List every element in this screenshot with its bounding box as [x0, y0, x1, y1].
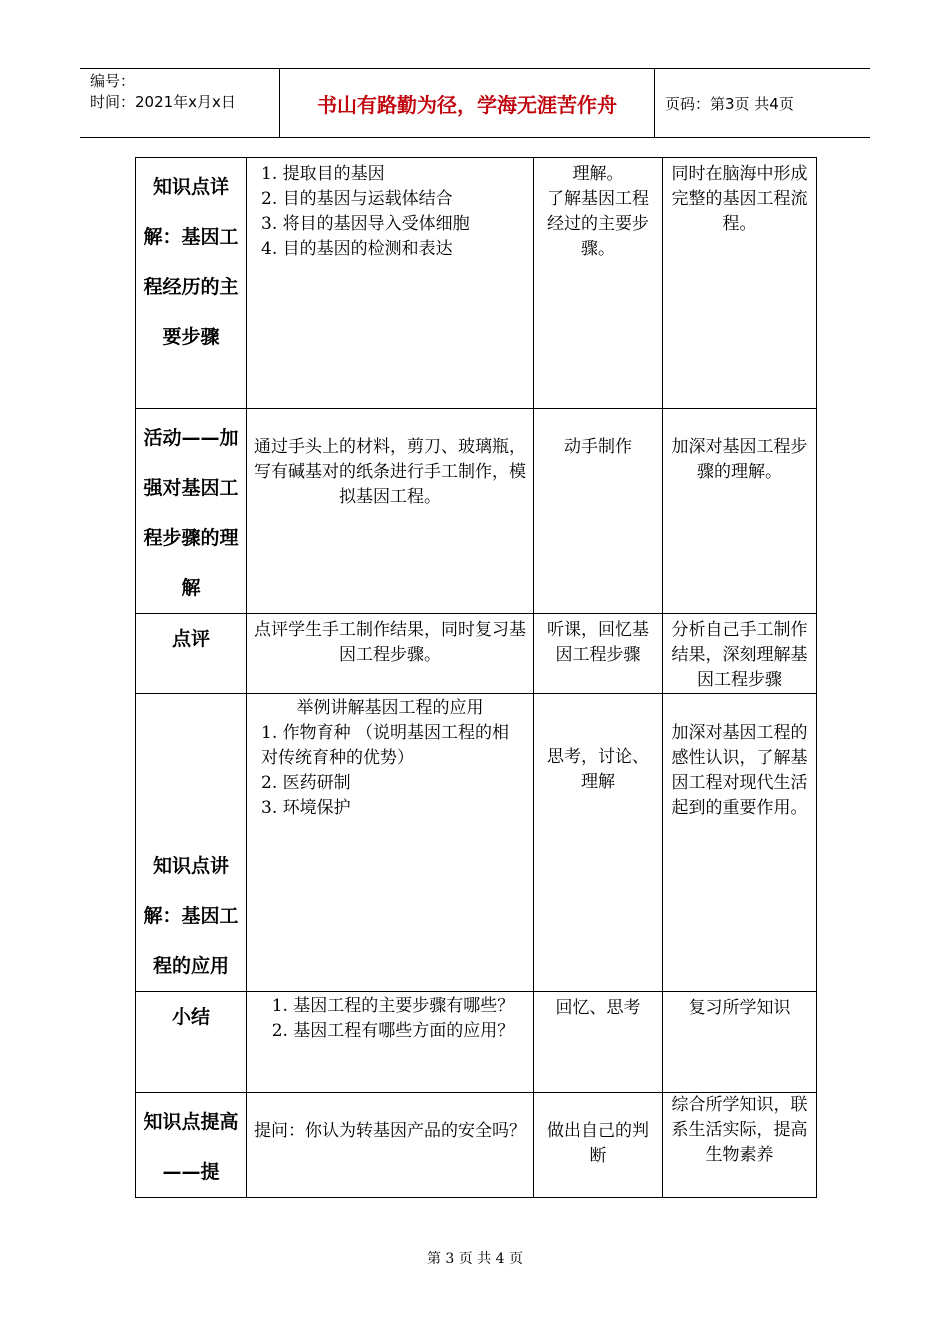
student-cell: 思考，讨论、理解: [534, 694, 663, 992]
list-item: 4. 目的基因的检测和表达: [261, 239, 453, 259]
purpose-cell: 加深对基因工程步骤的理解。: [663, 409, 817, 614]
content-cell: [247, 158, 534, 409]
student-cell: 理解。 了解基因工程经过的主要步骤。: [534, 158, 663, 409]
content-cell: 提问：你认为转基因产品的安全吗？: [247, 1093, 534, 1198]
stage-cell: 点评: [136, 614, 247, 694]
table-row: [136, 1093, 817, 1198]
table-row: [136, 992, 817, 1093]
purpose-cell: 加深对基因工程的感性认识，了解基因工程对现代生活起到的重要作用。: [663, 694, 817, 992]
purpose-cell: 分析自己手工制作结果，深刻理解基因工程步骤: [663, 614, 817, 694]
stage-cell: 知识点详解：基因工程经历的主要步骤: [136, 158, 247, 409]
time-label: 时间：2021年x月x日: [90, 93, 236, 111]
page-footer: 第 3 页 共 4 页: [426, 1251, 524, 1267]
code-label: 编号：: [90, 72, 136, 90]
stage-cell: 知识点提高——提: [136, 1093, 247, 1198]
list-item: 2. 医药研制: [261, 773, 351, 793]
header-motto: 书山有路勤为径，学海无涯苦作舟: [280, 69, 655, 137]
summary-list: [247, 992, 533, 1044]
content-cell: 举例讲解基因工程的应用 1. 作物育种 （说明基因工程的相对传统育种的优势） 2. 医药研制 3. 环境保护: [247, 694, 534, 992]
page-header: [80, 68, 870, 138]
list-item: 1. 作物育种 （说明基因工程的相对传统育种的优势）: [261, 723, 510, 768]
student-cell: 听课，回忆基因工程步骤: [534, 614, 663, 694]
list-item: 3. 将目的基因导入受体细胞: [261, 214, 470, 234]
content-cell: 点评学生手工制作结果，同时复习基因工程步骤。: [247, 614, 534, 694]
purpose-cell: 同时在脑海中形成完整的基因工程流程。: [663, 158, 817, 409]
purpose-cell: 复习所学知识: [663, 992, 817, 1093]
student-cell: 动手制作: [534, 409, 663, 614]
student-cell: 回忆、思考: [534, 992, 663, 1093]
table-row: [136, 614, 817, 694]
stage-cell: 小结: [136, 992, 247, 1093]
content-cell: [247, 992, 534, 1093]
application-list: [247, 721, 533, 821]
list-item: 1. 提取目的基因: [261, 164, 385, 184]
steps-list: [247, 158, 533, 262]
content-cell: 通过手头上的材料，剪刀、玻璃瓶，写有碱基对的纸条进行手工制作，模拟基因工程。: [247, 409, 534, 614]
table-row: [136, 158, 817, 409]
purpose-cell: 综合所学知识，联系生活实际，提高生物素养: [663, 1093, 817, 1198]
header-meta: [80, 69, 280, 137]
list-item: 2. 基因工程有哪些方面的应用？: [271, 1021, 515, 1041]
table-row: [136, 409, 817, 614]
list-item: 2. 目的基因与运载体结合: [261, 189, 453, 209]
stage-cell: 活动——加强对基因工程步骤的理解: [136, 409, 247, 614]
lesson-table: [135, 157, 817, 1198]
header-page-label: 页码：第3页 共4页: [665, 94, 794, 113]
table-row: [136, 694, 817, 992]
student-cell: 做出自己的判断: [534, 1093, 663, 1198]
stage-cell: 知识点讲解：基因工程的应用: [136, 694, 247, 992]
list-item: 1. 基因工程的主要步骤有哪些？: [271, 996, 515, 1016]
list-item: 3. 环境保护: [261, 798, 351, 818]
